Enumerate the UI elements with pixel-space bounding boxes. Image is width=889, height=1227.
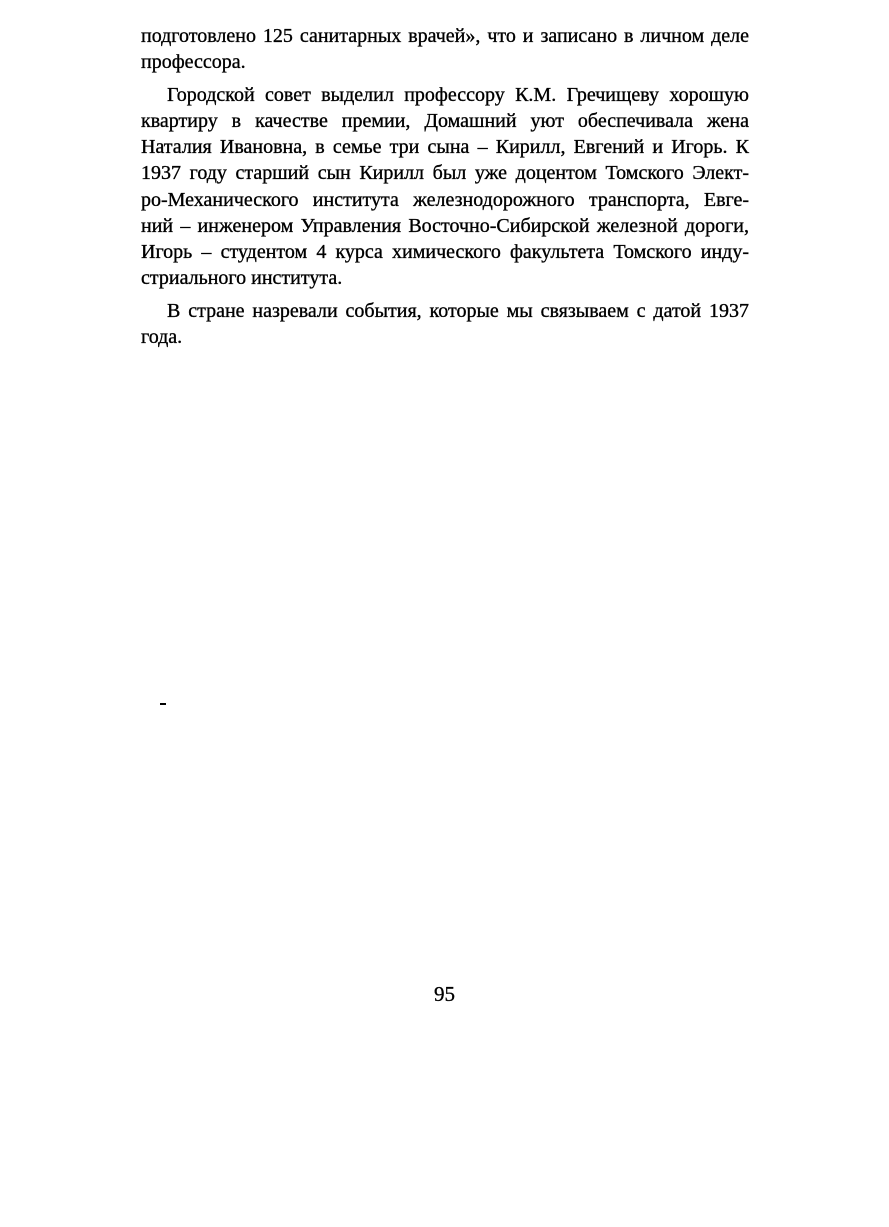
text-line: квартиру в качестве премии, Домашний уют обеспечивала жена (141, 110, 749, 133)
paragraph-3 (141, 298, 749, 350)
page-number: 95 (434, 982, 455, 1006)
text-line: подготовлено 125 санитарных врачей», что и записано в личном деле (141, 25, 749, 47)
text-line: профессора. (141, 51, 246, 74)
body-text (141, 23, 749, 350)
text-line: 1937 году старший сын Кирилл был уже доцентом Томского Элект- (141, 162, 749, 185)
text-line: Игорь – студентом 4 курса химического факультета Томского инду- (141, 240, 749, 263)
paragraph-2 (141, 82, 749, 291)
paragraph-1 (141, 23, 749, 75)
text-line: В стране назревали события, которые мы связываем с датой 1937 (167, 299, 749, 322)
text-line: стриального института. (141, 266, 343, 289)
stray-dash-mark (160, 703, 166, 705)
text-line: ро-Механического института железнодорожного транспорта, Евге- (141, 188, 749, 211)
text-line: ний – инженером Управления Восточно-Сибирской железной дороги, (141, 214, 749, 237)
text-line: года. (141, 326, 183, 349)
text-line: Городской совет выделил профессору К.М. Гречищеву хорошую (167, 84, 749, 107)
text-line: Наталия Ивановна, в семье три сына – Кирилл, Евгений и Игорь. К (141, 136, 749, 159)
